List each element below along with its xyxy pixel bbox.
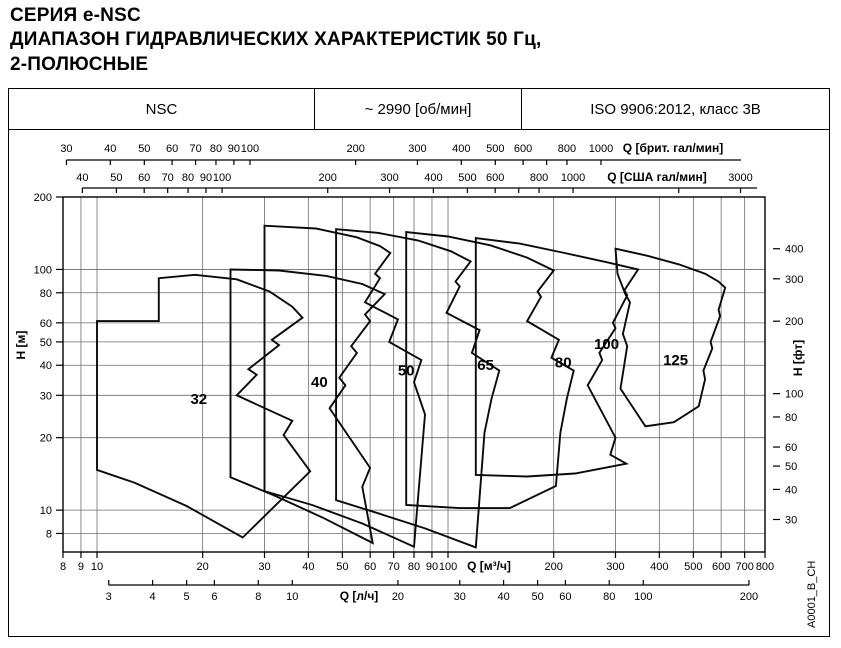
axis-label-h-ft: H [фт] (791, 339, 805, 377)
tick-label: 40 (39, 360, 52, 373)
tick-label: 80 (39, 287, 52, 300)
tick-label: 60 (39, 317, 52, 330)
tick-label: 200 (33, 192, 52, 204)
chart-svg (9, 130, 828, 634)
envelope-label-50: 50 (397, 362, 415, 380)
tick-label: 1000 (560, 172, 586, 184)
tick-label: 80 (181, 172, 195, 184)
tick-label: 20 (391, 591, 405, 603)
tick-label: 70 (161, 172, 174, 184)
tick-label: 800 (755, 561, 775, 573)
tick-label: 800 (529, 172, 549, 184)
envelope-label-100: 100 (594, 336, 620, 354)
tick-label: 1000 (588, 143, 614, 155)
tick-label: 30 (39, 390, 52, 403)
axis-label-m3h: Q [м³/ч] (467, 559, 511, 573)
tick-label: 300 (408, 143, 427, 155)
tick-label: 100 (438, 561, 458, 573)
tick-label: 8 (255, 591, 262, 603)
envelope-125 (616, 249, 726, 427)
tick-label: 60 (785, 442, 798, 455)
header-speed: ~ 2990 [об/мин] (314, 89, 522, 129)
tick-label: 200 (544, 561, 563, 573)
envelope-label-65: 65 (477, 357, 494, 375)
tick-label: 800 (557, 143, 577, 155)
tick-label: 80 (209, 143, 223, 155)
tick-label: 4 (149, 591, 156, 603)
tick-label: 50 (785, 461, 798, 474)
axis-label-lph: Q [л/ч] (339, 589, 379, 603)
tick-label: 100 (785, 388, 804, 401)
side-note: A0001_B_CH (806, 560, 818, 628)
tick-label: 500 (458, 172, 477, 184)
tick-label: 400 (424, 172, 443, 184)
tick-label: 50 (336, 561, 349, 573)
tick-label: 600 (486, 172, 505, 184)
tick-label: 80 (785, 411, 798, 424)
tick-label: 8 (45, 528, 52, 541)
title-line-1: СЕРИЯ e-NSC (10, 5, 141, 26)
header-series: NSC (145, 100, 178, 118)
tick-label: 200 (346, 143, 365, 155)
tick-label: 10 (286, 591, 299, 603)
tick-label: 30 (785, 514, 798, 527)
envelope-40 (231, 270, 385, 544)
tick-label: 10 (90, 561, 104, 573)
axis-label-h-m: H [м] (14, 330, 28, 360)
chart-header-row (9, 89, 829, 130)
tick-label: 500 (486, 143, 505, 155)
envelope-label-80: 80 (554, 354, 572, 372)
tick-label: 100 (634, 591, 653, 603)
tick-label: 3000 (728, 172, 753, 184)
tick-label: 80 (603, 591, 616, 603)
tick-label: 40 (785, 484, 798, 497)
tick-label: 400 (785, 243, 804, 256)
tick-label: 40 (497, 591, 510, 603)
tick-label: 600 (711, 561, 731, 573)
tick-label: 90 (425, 561, 439, 573)
axis-label-us-gpm: Q [США гал/мин] (607, 170, 707, 184)
page-title (10, 4, 830, 77)
tick-label: 50 (531, 591, 544, 603)
envelope-label-40: 40 (311, 374, 328, 392)
tick-label: 50 (110, 172, 123, 184)
tick-label: 60 (138, 172, 151, 184)
chart-frame (8, 88, 830, 637)
tick-label: 70 (387, 561, 400, 573)
tick-label: 200 (785, 316, 804, 329)
tick-label: 400 (452, 143, 471, 155)
tick-label: 40 (302, 561, 315, 573)
tick-label: 30 (453, 591, 466, 603)
envelope-label-125: 125 (663, 352, 689, 370)
title-line-3: 2-ПОЛЮСНЫЕ (10, 53, 149, 75)
tick-label: 40 (104, 143, 117, 155)
tick-label: 400 (650, 561, 669, 573)
tick-label: 90 (227, 143, 241, 155)
tick-label: 300 (785, 273, 804, 286)
tick-label: 40 (76, 172, 89, 184)
envelope-label-32: 32 (190, 390, 208, 408)
tick-label: 200 (318, 172, 337, 184)
tick-label: 100 (33, 264, 52, 277)
tick-label: 10 (39, 505, 52, 518)
tick-label: 100 (212, 172, 232, 184)
tick-label: 70 (189, 143, 202, 155)
title-line-2: ДИАПАЗОН ГИДРАВЛИЧЕСКИХ ХАРАКТЕРИСТИК 50 Гц, (10, 29, 542, 51)
tick-label: 200 (739, 591, 759, 603)
tick-label: 300 (380, 172, 399, 184)
tick-label: 80 (407, 561, 421, 573)
tick-label: 20 (196, 561, 209, 573)
tick-label: 300 (606, 561, 625, 573)
tick-label: 60 (364, 561, 377, 573)
tick-label: 30 (60, 143, 73, 155)
tick-label: 6 (211, 591, 218, 603)
tick-label: 9 (77, 561, 85, 573)
tick-label: 30 (258, 561, 271, 573)
tick-label: 8 (59, 561, 67, 573)
tick-label: 600 (513, 143, 533, 155)
tick-label: 20 (39, 432, 52, 445)
tick-label: 90 (199, 172, 213, 184)
tick-label: 700 (735, 561, 754, 573)
axis-label-imp-gpm: Q [брит. гал/мин] (622, 141, 724, 155)
header-standard: ISO 9906:2012, класс 3В (590, 100, 761, 118)
tick-label: 60 (559, 591, 572, 603)
tick-label: 5 (183, 591, 190, 603)
tick-label: 60 (165, 143, 179, 155)
tick-label: 500 (684, 561, 703, 573)
tick-label: 50 (138, 143, 151, 155)
tick-label: 3 (105, 591, 112, 603)
tick-label: 50 (39, 336, 52, 349)
tick-label: 100 (240, 143, 260, 155)
